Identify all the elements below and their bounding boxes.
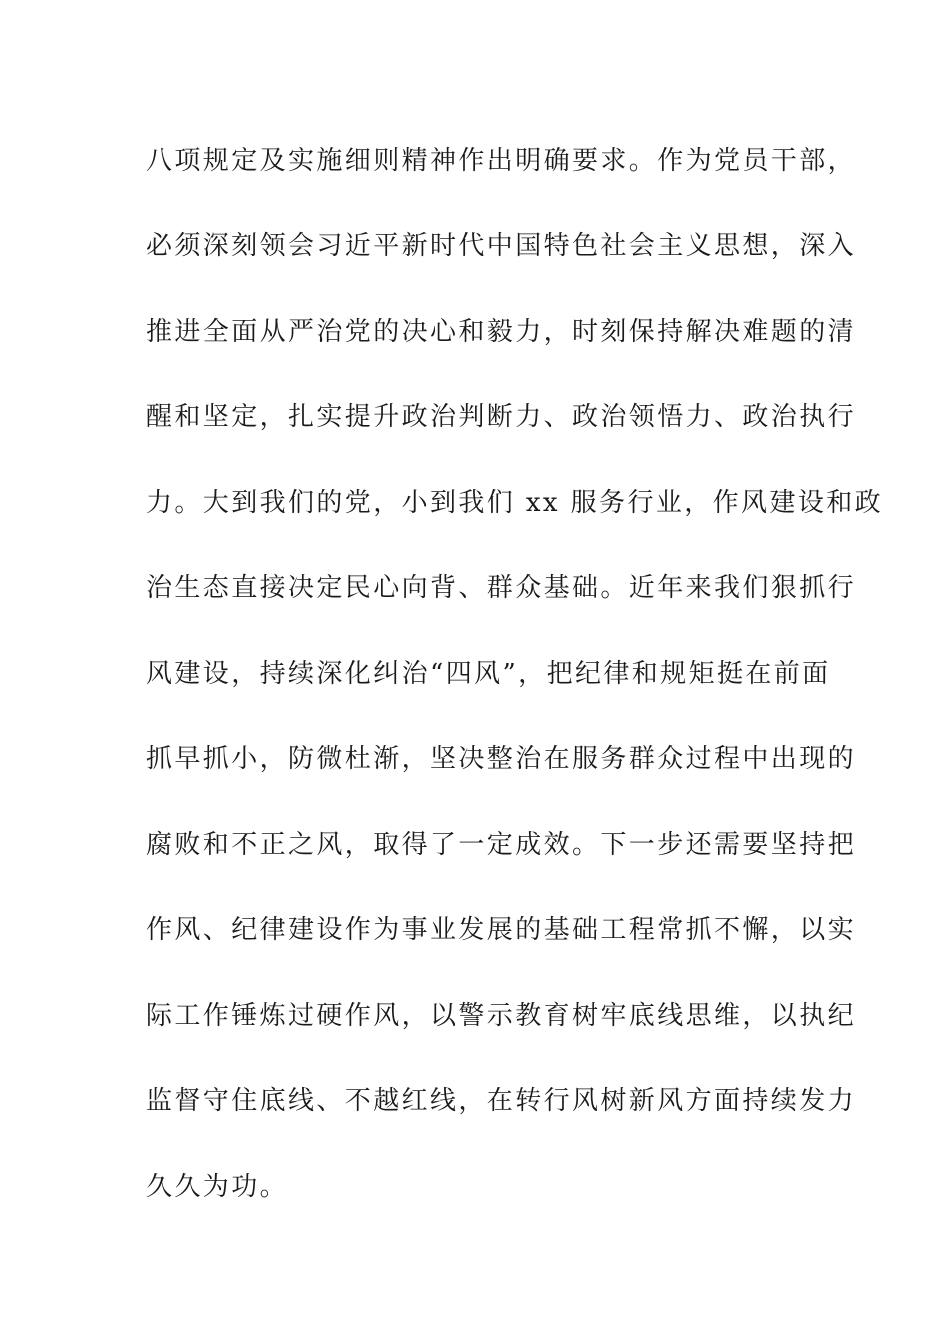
paragraph-line-5: 力。大到我们的党，小到我们 xx 服务行业，作风建设和政: [146, 488, 884, 518]
paragraph-line-1: 八项规定及实施细则精神作出明确要求。作为党员干部，: [146, 146, 857, 176]
paragraph-line-6: 治生态直接决定民心向背、群众基础。近年来我们狠抓行: [146, 573, 857, 603]
paragraph-line-7: 风建设，持续深化纠治“四风”，把纪律和规矩挺在前面: [146, 659, 831, 689]
paragraph-line-3: 推进全面从严治党的决心和毅力，时刻保持解决难题的清: [146, 317, 857, 347]
paragraph-line-10: 作风、纪律建设作为事业发展的基础工程常抓不懈，以实: [146, 915, 857, 945]
paragraph-line-9: 腐败和不正之风，取得了一定成效。下一步还需要坚持把: [146, 830, 857, 860]
paragraph-line-8: 抓早抓小，防微杜渐，坚决整治在服务群众过程中出现的: [146, 744, 857, 774]
paragraph-line-12: 监督守住底线、不越红线，在转行风树新风方面持续发力: [146, 1086, 857, 1116]
paragraph-line-4: 醒和坚定，扎实提升政治判断力、政治领悟力、政治执行: [146, 402, 857, 432]
paragraph-line-13: 久久为功。: [146, 1172, 289, 1202]
paragraph-line-11: 际工作锤炼过硬作风，以警示教育树牢底线思维，以执纪: [146, 1001, 857, 1031]
paragraph-line-2: 必须深刻领会习近平新时代中国特色社会主义思想，深入: [146, 231, 857, 261]
